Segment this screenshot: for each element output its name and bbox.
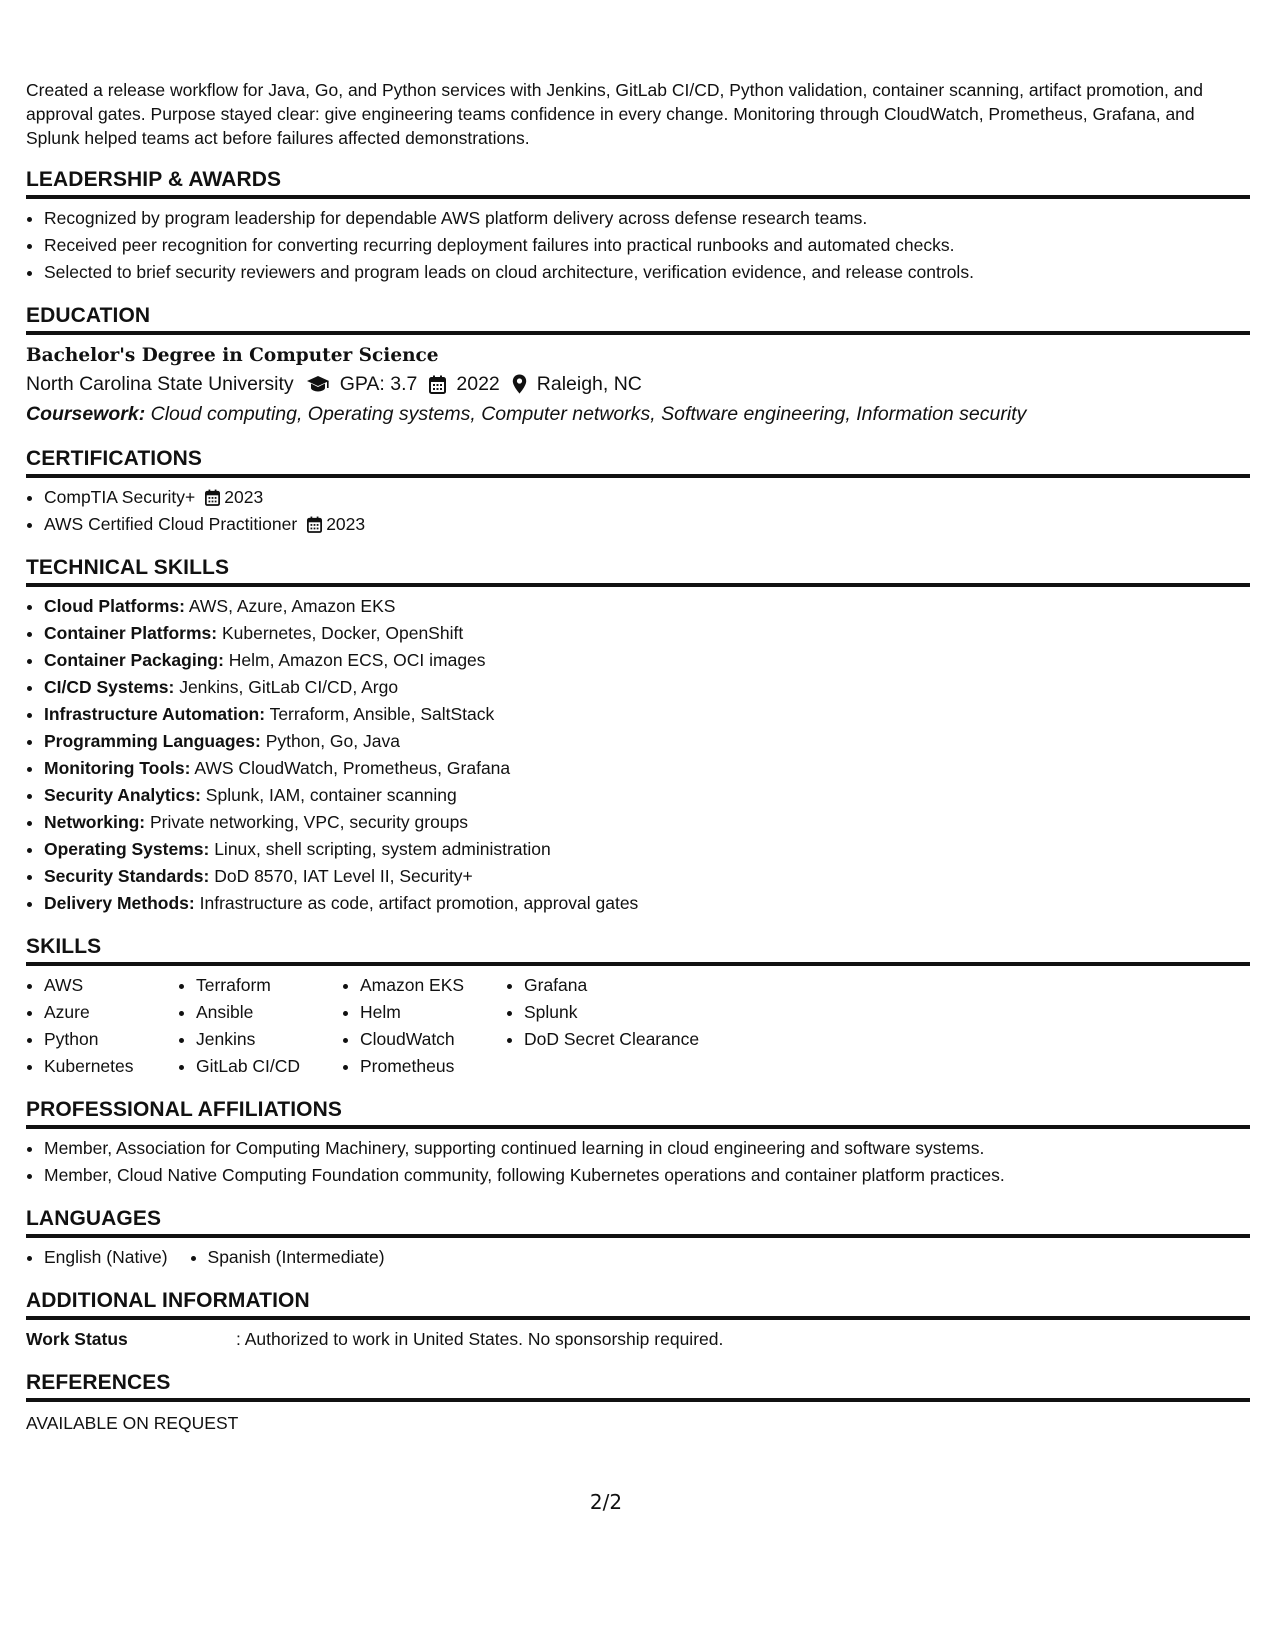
certification-year: 2023 bbox=[326, 514, 366, 534]
technical-skills-section bbox=[26, 556, 1250, 917]
intro-paragraph: Created a release workflow for Java, Go, and Python services with Jenkins, GitLab CI/CD, Python validation, container scanning, artifact promotion, and approval gates. Purpose stayed clear: give engineering teams confidence in every change. Monitoring through CloudWatch, Prometheus, Grafana, and Splunk helped teams act before failures affected demonstrations. bbox=[26, 80, 1203, 148]
skill-item: • DoD Secret Clearance bbox=[524, 1026, 699, 1053]
skills-column bbox=[342, 972, 506, 1080]
section-title-additional-info: ADDITIONAL INFORMATION bbox=[26, 1289, 1250, 1320]
technical-skill-item bbox=[44, 593, 1250, 620]
skill-category: Operating Systems: bbox=[44, 839, 210, 859]
technical-skill-item bbox=[44, 836, 1250, 863]
work-status-label: Work Status bbox=[26, 1329, 128, 1349]
skill-item: • Python bbox=[44, 1026, 178, 1053]
certification-name: • CompTIA Security+ bbox=[44, 487, 196, 507]
skills-column bbox=[506, 972, 699, 1080]
skill-category: Cloud Platforms: bbox=[44, 596, 185, 616]
skill-category: Security Analytics: bbox=[44, 785, 201, 805]
school-name: North Carolina State University bbox=[26, 373, 294, 395]
leadership-list bbox=[26, 205, 1250, 286]
coursework bbox=[26, 399, 1250, 429]
skill-category: Programming Languages: bbox=[44, 731, 261, 751]
language-group bbox=[190, 1244, 385, 1271]
certification-year: 2023 bbox=[224, 487, 264, 507]
technical-skills-list bbox=[26, 593, 1250, 917]
skill-category: Monitoring Tools: bbox=[44, 758, 191, 778]
skill-values: DoD 8570, IAT Level II, Security+ bbox=[214, 866, 473, 886]
list-item: • Selected to brief security reviewers and program leads on cloud architecture, verification evidence, and release controls. bbox=[44, 259, 1250, 286]
technical-skill-item bbox=[44, 647, 1250, 674]
certifications-section bbox=[26, 447, 1250, 538]
page-number: 2/2 bbox=[589, 1490, 623, 1514]
certification-item bbox=[44, 511, 1250, 538]
skill-values: Private networking, VPC, security groups bbox=[150, 812, 469, 832]
skill-item: • Amazon EKS bbox=[360, 972, 506, 999]
skill-item: • Ansible bbox=[196, 999, 342, 1026]
calendar-icon bbox=[429, 375, 446, 394]
list-item: • Received peer recognition for converting recurring deployment failures into practical runbooks and automated checks. bbox=[44, 232, 1250, 259]
skill-values: Jenkins, GitLab CI/CD, Argo bbox=[179, 677, 399, 697]
skill-item: • CloudWatch bbox=[360, 1026, 506, 1053]
skills-column bbox=[178, 972, 342, 1080]
skills-column bbox=[26, 972, 178, 1080]
section-title-leadership: LEADERSHIP & AWARDS bbox=[26, 168, 1250, 199]
technical-skill-item bbox=[44, 728, 1250, 755]
references-text: AVAILABLE ON REQUEST bbox=[26, 1413, 239, 1433]
references-section bbox=[26, 1371, 1250, 1437]
skill-values: AWS, Azure, Amazon EKS bbox=[188, 596, 396, 616]
technical-skill-item bbox=[44, 674, 1250, 701]
list-item: • Member, Cloud Native Computing Foundation community, following Kubernetes operations and container platform practices. bbox=[44, 1162, 1250, 1189]
languages-list bbox=[26, 1244, 1250, 1271]
skill-item: • Jenkins bbox=[196, 1026, 342, 1053]
skill-values: Splunk, IAM, container scanning bbox=[205, 785, 457, 805]
skill-values: Infrastructure as code, artifact promotion, approval gates bbox=[199, 893, 639, 913]
graduation-year: 2022 bbox=[456, 373, 500, 395]
language-item: • English (Native) bbox=[44, 1244, 168, 1271]
skill-category: Infrastructure Automation: bbox=[44, 704, 266, 724]
work-status-value: : Authorized to work in United States. No sponsorship required. bbox=[236, 1329, 724, 1349]
section-title-education: EDUCATION bbox=[26, 304, 1250, 335]
list-item: • Member, Association for Computing Machinery, supporting continued learning in cloud engineering and software systems. bbox=[44, 1135, 1250, 1162]
skill-values: AWS CloudWatch, Prometheus, Grafana bbox=[194, 758, 511, 778]
coursework-label: Coursework: bbox=[26, 403, 146, 425]
technical-skill-item bbox=[44, 782, 1250, 809]
skill-item: • Terraform bbox=[196, 972, 342, 999]
affiliations-section bbox=[26, 1098, 1250, 1189]
skill-category: Delivery Methods: bbox=[44, 893, 195, 913]
technical-skill-item bbox=[44, 701, 1250, 728]
skill-category: Container Platforms: bbox=[44, 623, 218, 643]
skill-item: • Splunk bbox=[524, 999, 699, 1026]
technical-skill-item bbox=[44, 755, 1250, 782]
skill-values: Kubernetes, Docker, OpenShift bbox=[221, 623, 464, 643]
certifications-list bbox=[26, 484, 1250, 538]
section-title-skills: SKILLS bbox=[26, 935, 1250, 966]
list-item: • Recognized by program leadership for dependable AWS platform delivery across defense research teams. bbox=[44, 205, 1250, 232]
location: Raleigh, NC bbox=[536, 373, 642, 395]
skill-values: Terraform, Ansible, SaltStack bbox=[269, 704, 495, 724]
gpa-value: GPA: 3.7 bbox=[339, 373, 418, 395]
skill-item: • Grafana bbox=[524, 972, 699, 999]
skill-item: • Azure bbox=[44, 999, 178, 1026]
calendar-icon bbox=[205, 489, 220, 506]
language-item: • Spanish (Intermediate) bbox=[208, 1244, 385, 1271]
additional-info-section bbox=[26, 1289, 1250, 1353]
technical-skill-item bbox=[44, 890, 1250, 917]
skills-section bbox=[26, 935, 1250, 1080]
section-title-references: REFERENCES bbox=[26, 1371, 1250, 1402]
calendar-icon bbox=[307, 516, 322, 533]
education-details bbox=[26, 369, 1250, 399]
skill-category: CI/CD Systems: bbox=[44, 677, 175, 697]
degree-title: Bachelor's Degree in Computer Science bbox=[26, 345, 439, 366]
skill-values: Helm, Amazon ECS, OCI images bbox=[228, 650, 486, 670]
technical-skill-item bbox=[44, 620, 1250, 647]
skill-category: Container Packaging: bbox=[44, 650, 224, 670]
skill-values: Linux, shell scripting, system administration bbox=[214, 839, 551, 859]
graduation-cap-icon bbox=[306, 375, 330, 393]
technical-skill-item bbox=[44, 863, 1250, 890]
section-title-technical-skills: TECHNICAL SKILLS bbox=[26, 556, 1250, 587]
affiliations-list bbox=[26, 1135, 1250, 1189]
certification-name: • AWS Certified Cloud Practitioner bbox=[44, 514, 298, 534]
skill-item: • Kubernetes bbox=[44, 1053, 178, 1080]
skill-item: • GitLab CI/CD bbox=[196, 1053, 342, 1080]
languages-section bbox=[26, 1207, 1250, 1271]
section-title-languages: LANGUAGES bbox=[26, 1207, 1250, 1238]
section-title-affiliations: PROFESSIONAL AFFILIATIONS bbox=[26, 1098, 1250, 1129]
skill-category: Security Standards: bbox=[44, 866, 210, 886]
skill-values: Python, Go, Java bbox=[265, 731, 400, 751]
skill-item: • Prometheus bbox=[360, 1053, 506, 1080]
skill-category: Networking: bbox=[44, 812, 146, 832]
map-pin-icon bbox=[512, 374, 527, 394]
language-group bbox=[26, 1244, 168, 1271]
coursework-list: Cloud computing, Operating systems, Computer networks, Software engineering, Information security bbox=[150, 403, 1027, 425]
education-section bbox=[26, 304, 1250, 429]
resume-page bbox=[26, 78, 1250, 1437]
skill-item: • AWS bbox=[44, 972, 178, 999]
technical-skill-item bbox=[44, 809, 1250, 836]
work-status-row bbox=[26, 1326, 1250, 1353]
skills-grid bbox=[26, 972, 1250, 1080]
certification-item bbox=[44, 484, 1250, 511]
leadership-section bbox=[26, 168, 1250, 286]
section-title-certifications: CERTIFICATIONS bbox=[26, 447, 1250, 478]
skill-item: • Helm bbox=[360, 999, 506, 1026]
